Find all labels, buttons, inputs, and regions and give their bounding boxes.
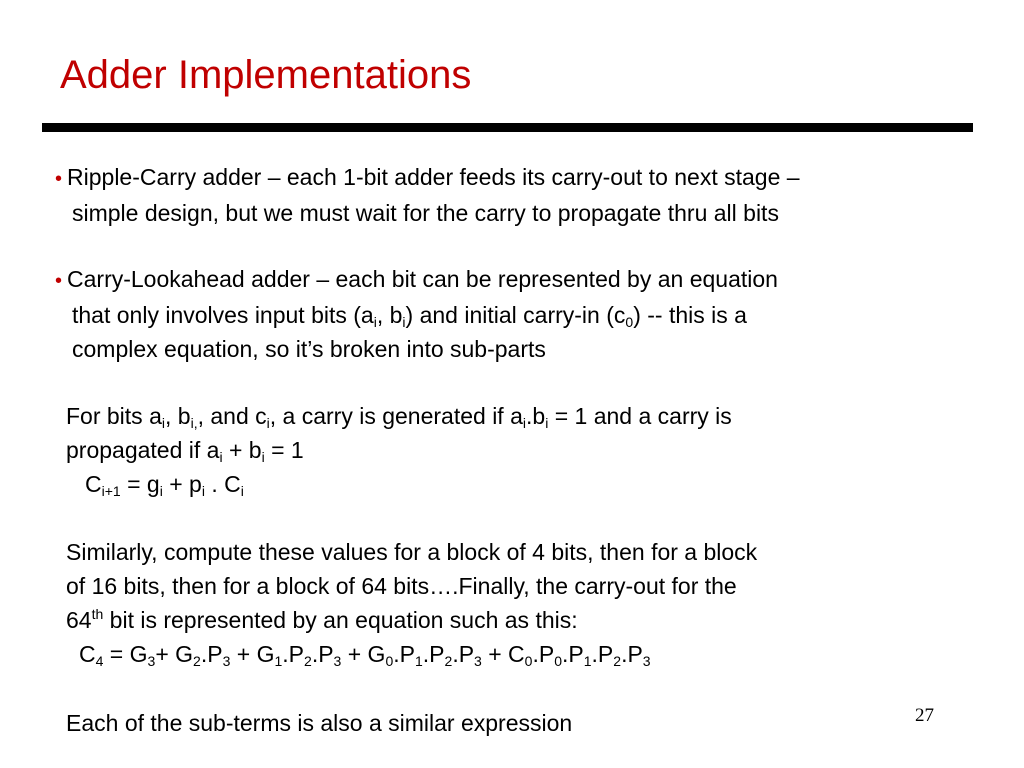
equation-term: C [79, 641, 96, 667]
equation-subscript: 3 [642, 653, 651, 669]
equation-subscript: 2 [444, 653, 453, 669]
equation-subscript: 2 [613, 653, 622, 669]
equation-subscript: 1 [583, 653, 592, 669]
equation-term: .P [452, 641, 475, 667]
lookahead-line-2: that only involves input bits ($a_i$, $b_i$) and initial carry-in $(c_0)$ -- this is a [72, 302, 747, 330]
bits-line-1: For bits $a_i$, $b_{i,}$, and $c_i$, a carry is generated if $a_i.b_i = 1$ and a carry is [66, 403, 732, 431]
equation-term: + C [481, 641, 525, 667]
ripple-carry-bullet [55, 160, 800, 230]
equation-term: .P [311, 641, 334, 667]
equation-term: .P [393, 641, 415, 667]
slide-title: Adder Implementations [60, 53, 472, 97]
equation-term: + G [155, 641, 194, 667]
equation-subscript: 1 [414, 653, 423, 669]
page-number: 27 [915, 705, 934, 726]
carry-equation: $C_{i+1} = g_i + p_i$ . $C_i$ [85, 471, 244, 499]
equation-subscript: 3 [333, 653, 342, 669]
subterms-text: Each of the sub-terms is also a similar expression [66, 710, 573, 736]
ripple-line-2: simple design, but we must wait for the carry to propagate thru all bits [72, 200, 779, 226]
equation-term: + G [230, 641, 275, 667]
carry-lookahead-bullet [55, 262, 778, 366]
equation-subscript: 2 [304, 653, 312, 669]
equation-subscript: 0 [524, 653, 533, 669]
bullet-icon: • [55, 270, 63, 292]
generate-propagate-text [66, 399, 732, 501]
equation-subscript: 3 [147, 653, 156, 669]
equation-term: .P [562, 641, 584, 667]
title-divider [42, 123, 973, 132]
similar-line-1: Similarly, compute these values for a block of 4 bits, then for a block [66, 539, 758, 565]
similar-line-2: of 16 bits, then for a block of 64 bits….Finally, the carry-out for the [66, 573, 737, 599]
similar-line-3: 64th bit is represented by an equation such as this: [66, 606, 578, 633]
equation-subscript: 4 [95, 653, 104, 669]
bullet-icon: • [55, 168, 63, 190]
equation-subscript: 0 [554, 653, 562, 669]
equation-subscript: 0 [385, 653, 394, 669]
equation-term: = G [103, 641, 148, 667]
lookahead-line-3: complex equation, so it’s broken into sub-parts [72, 336, 546, 362]
ripple-line-1: Ripple-Carry adder – each 1-bit adder feeds its carry-out to next stage – [67, 164, 800, 190]
equation-subscript: 3 [474, 653, 482, 669]
equation-term: .P [621, 641, 643, 667]
equation-term: .P [591, 641, 614, 667]
equation-term: .P [200, 641, 223, 667]
equation-term: .P [532, 641, 555, 667]
equation-subscript: 2 [193, 653, 201, 669]
equation-subscript: 3 [222, 653, 231, 669]
equation-term: .P [282, 641, 305, 667]
block-carry-text [66, 535, 757, 671]
equation-term: + G [341, 641, 386, 667]
lookahead-line-1: Carry-Lookahead adder – each bit can be represented by an equation [67, 266, 778, 292]
bits-line-2: propagated if $a_i + b_i = 1$ [66, 437, 304, 465]
c4-equation [66, 637, 757, 671]
equation-subscript: 1 [274, 653, 283, 669]
equation-term: .P [422, 641, 445, 667]
